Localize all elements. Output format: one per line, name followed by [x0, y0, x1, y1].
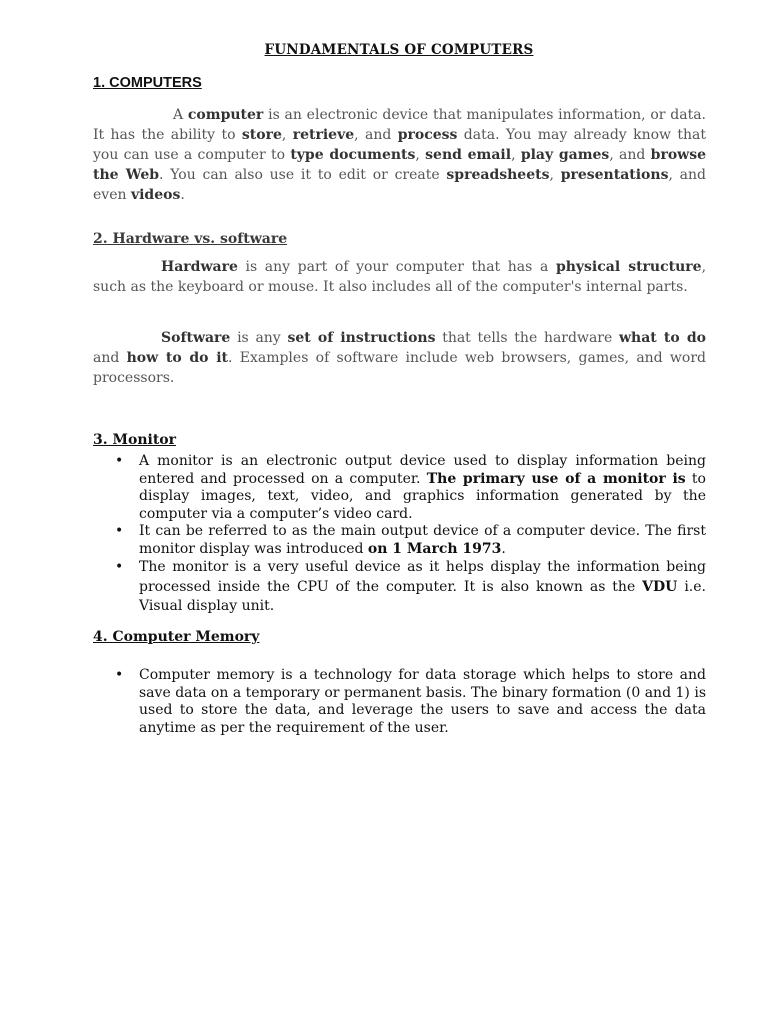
bold-text: process	[397, 127, 458, 143]
text-run: , and even	[93, 167, 706, 203]
monitor-bullet-list	[113, 453, 706, 617]
bold-text: how to do it	[126, 350, 228, 366]
text-run: ,	[415, 147, 426, 163]
text-run: A monitor is an electronic output device used to display information being entered and processed on a computer.	[139, 453, 706, 487]
bold-text: videos	[130, 187, 181, 203]
bold-text: VDU	[642, 578, 678, 595]
text-run: , and	[354, 127, 398, 143]
text-run: .	[501, 540, 506, 557]
bold-text: set of instructions	[287, 330, 436, 346]
bold-text: what to do	[619, 330, 706, 346]
text-run: is an electronic device that manipulates information, or data. It has the ability to	[93, 107, 707, 143]
text-run: Computer memory is a technology for data storage which helps to store and save data on a temporary or permanent basis. The binary formation (0 and 1) is used to store the data, and leverage the users to save and access the data anytime as per the requirement of the user.	[139, 667, 706, 736]
text-run: is any part of your computer that has a	[237, 259, 556, 275]
memory-bullet-list	[113, 667, 706, 737]
text-run: ,	[549, 167, 561, 183]
text-run: data. You may already know that you can use a computer to	[93, 127, 707, 163]
text-run: that tells the hardware	[435, 330, 619, 346]
text-run: . Examples of software include web browsers, games, and word processors.	[93, 350, 706, 386]
section-heading-monitor: 3. Monitor	[93, 432, 177, 448]
bold-text: presentations	[560, 167, 669, 183]
document-title: FUNDAMENTALS OF COMPUTERS	[264, 42, 534, 58]
text-run: , and	[609, 147, 651, 163]
bold-text: send email	[425, 147, 512, 163]
text-run: and	[93, 350, 127, 366]
paragraph-hardware	[93, 257, 706, 297]
bold-text: browse the Web	[93, 147, 707, 183]
text-run: ,	[281, 127, 293, 143]
bold-text: computer	[187, 107, 264, 123]
list-item	[113, 523, 706, 558]
text-run: .	[180, 187, 185, 203]
bold-text: spreadsheets	[446, 167, 550, 183]
section-heading-computer-memory: 4. Computer Memory	[93, 629, 260, 645]
text-run: . You can also use it to edit or create	[159, 167, 447, 183]
bold-text: store	[241, 127, 282, 143]
bold-text: on 1 March 1973	[367, 540, 502, 557]
bold-text: play games	[520, 147, 610, 163]
bold-text: physical structure	[555, 259, 702, 275]
bold-text: type documents	[290, 147, 416, 163]
paragraph-software	[93, 328, 706, 388]
list-item	[113, 453, 706, 523]
section-heading-computers: 1. COMPUTERS	[93, 75, 202, 91]
section-heading-hardware-software: 2. Hardware vs. software	[93, 231, 288, 247]
list-item	[113, 558, 706, 617]
text-run: It can be referred to as the main output device of a computer device. The first monitor display was introduced	[139, 523, 706, 557]
text-run: A	[173, 107, 188, 123]
bold-text: Hardware	[161, 259, 238, 275]
text-run: The monitor is a very useful device as it helps display the information being processed inside the CPU of the computer. It is also known as the	[139, 559, 706, 595]
list-item	[113, 667, 706, 737]
bold-text: retrieve	[292, 127, 355, 143]
text-run: ,	[511, 147, 521, 163]
text-run: to display images, text, video, and graphics information generated by the computer via a computer’s video card.	[139, 470, 706, 522]
bold-text: The primary use of a monitor is	[426, 470, 686, 487]
text-run: is any	[230, 330, 288, 346]
text-run: , such as the keyboard or mouse. It also includes all of the computer's internal parts.	[93, 259, 707, 295]
bold-text: Software	[161, 330, 231, 346]
text-run: i.e. Visual display unit.	[139, 578, 706, 614]
paragraph-computers	[93, 105, 706, 205]
